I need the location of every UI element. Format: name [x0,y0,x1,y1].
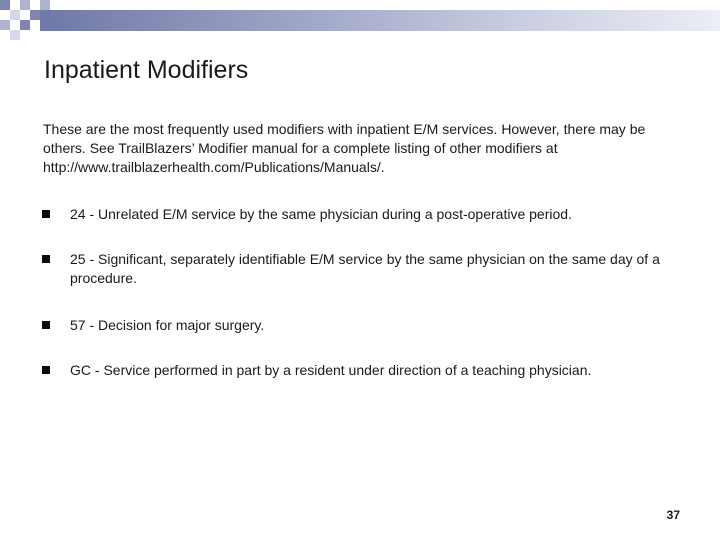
list-item-text: 24 - Unrelated E/M service by the same physician during a post-operative period. [70,206,572,222]
square-bullet-icon [42,210,50,218]
header-square [20,20,30,30]
square-bullet-icon [42,255,50,263]
list-item-text: 25 - Significant, separately identifiable E/M service by the same physician on the same day of a procedure. [70,251,660,286]
list-item-text: GC - Service performed in part by a resident under direction of a teaching physician. [70,362,592,378]
header-square [10,10,20,20]
square-bullet-icon [42,366,50,374]
header-square [30,10,40,20]
header-square [10,30,20,40]
header-square [0,20,10,30]
header-square [40,0,50,10]
slide-title: Inpatient Modifiers [44,56,249,84]
header-square [0,0,10,10]
header-decoration [0,0,720,48]
page-number: 37 [666,508,680,522]
list-item-text: 57 - Decision for major surgery. [70,317,265,333]
header-square [20,0,30,10]
square-bullet-icon [42,321,50,329]
intro-paragraph: These are the most frequently used modifiers with inpatient E/M services. However, there may be others. See TrailBlazers’ Modifier manual for a complete listing of other modifiers at http://www.trailblazerhealth.com/Publications/Manuals/. [43,121,646,175]
header-gradient-bar [40,10,720,31]
